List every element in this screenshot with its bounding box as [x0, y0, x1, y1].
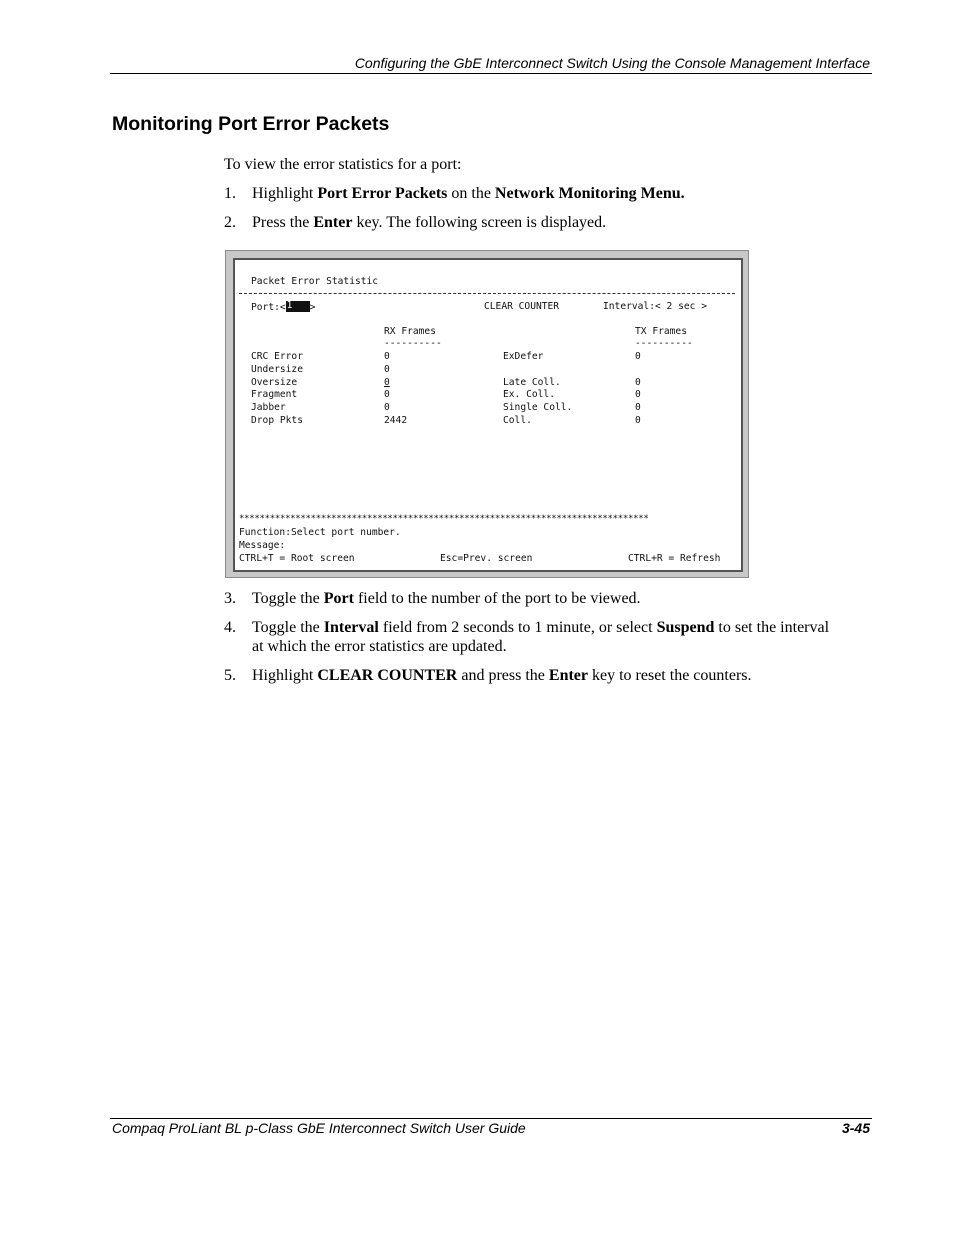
step-number: 5.: [224, 667, 236, 684]
step-number: 1.: [224, 185, 236, 202]
running-header: Configuring the GbE Interconnect Switch Using the Console Management Interface: [354, 55, 870, 71]
tx-row-label: Late Coll.: [503, 377, 561, 388]
tx-row-label: Coll.: [503, 415, 532, 426]
rx-row-label: Undersize: [251, 364, 303, 375]
rx-row-value: 0: [384, 364, 390, 375]
step-text: Toggle the Port field to the number of the port to be viewed.: [252, 590, 641, 607]
step-text: Highlight Port Error Packets on the Network Monitoring Menu.: [252, 185, 685, 202]
rx-row-label: Oversize: [251, 377, 298, 388]
rx-header-rule: ----------: [384, 338, 442, 349]
rx-row-value: 0: [384, 389, 390, 400]
step-text: Highlight CLEAR COUNTER and press the Enter key to reset the counters.: [252, 667, 752, 684]
rx-frames-header: RX Frames: [384, 326, 436, 337]
footer-guide-title: Compaq ProLiant BL p-Class GbE Interconnect Switch User Guide: [112, 1120, 526, 1136]
footer-rule: [110, 1118, 872, 1119]
function-line: Function:Select port number.: [239, 527, 401, 538]
message-line: Message:: [239, 540, 286, 551]
step-number: 4.: [224, 619, 236, 636]
tx-row-value: 0: [635, 389, 641, 400]
terminal-divider: [239, 293, 735, 294]
rx-row-label: CRC Error: [251, 351, 303, 362]
section-heading: Monitoring Port Error Packets: [112, 113, 390, 135]
rx-row-value: 0: [384, 402, 390, 413]
port-selection-box[interactable]: 1: [286, 301, 310, 312]
terminal-star-divider: ********************************************************************************: [239, 514, 649, 524]
intro-paragraph: To view the error statistics for a port:: [224, 156, 462, 173]
step-text: Toggle the Interval field from 2 seconds to 1 minute, or select Suspend to set the interval at which the error statistics are updated.: [252, 619, 830, 655]
tx-row-value: 0: [635, 415, 641, 426]
tx-header-rule: ----------: [635, 338, 693, 349]
tx-row-label: ExDefer: [503, 351, 544, 362]
tx-row-value: 0: [635, 351, 641, 362]
rx-row-value: 0: [384, 351, 390, 362]
tx-row-label: Single Coll.: [503, 402, 573, 413]
rx-row-label: Drop Pkts: [251, 415, 303, 426]
clear-counter-option[interactable]: CLEAR COUNTER: [484, 301, 560, 312]
refresh-shortcut[interactable]: CTRL+R = Refresh: [628, 553, 721, 564]
tx-frames-header: TX Frames: [635, 326, 687, 337]
header-rule: [110, 73, 872, 74]
tx-row-value: 0: [635, 402, 641, 413]
step-number: 2.: [224, 214, 236, 231]
rx-row-label: Fragment: [251, 389, 298, 400]
step-number: 3.: [224, 590, 236, 607]
tx-row-value: 0: [635, 377, 641, 388]
terminal-title: Packet Error Statistic: [251, 276, 379, 287]
root-screen-shortcut[interactable]: CTRL+T = Root screen: [239, 553, 355, 564]
prev-screen-shortcut[interactable]: Esc=Prev. screen: [440, 553, 533, 564]
rx-row-label: Jabber: [251, 402, 286, 413]
port-field[interactable]: Port:< 1 >: [251, 300, 316, 313]
rx-row-value-cursor: 0: [384, 377, 390, 388]
page-number: 3-45: [841, 1120, 870, 1136]
interval-field[interactable]: Interval:< 2 sec >: [603, 301, 707, 312]
rx-row-value: 2442: [384, 415, 408, 426]
tx-row-label: Ex. Coll.: [503, 389, 555, 400]
step-text: Press the Enter key. The following screen is displayed.: [252, 214, 607, 231]
